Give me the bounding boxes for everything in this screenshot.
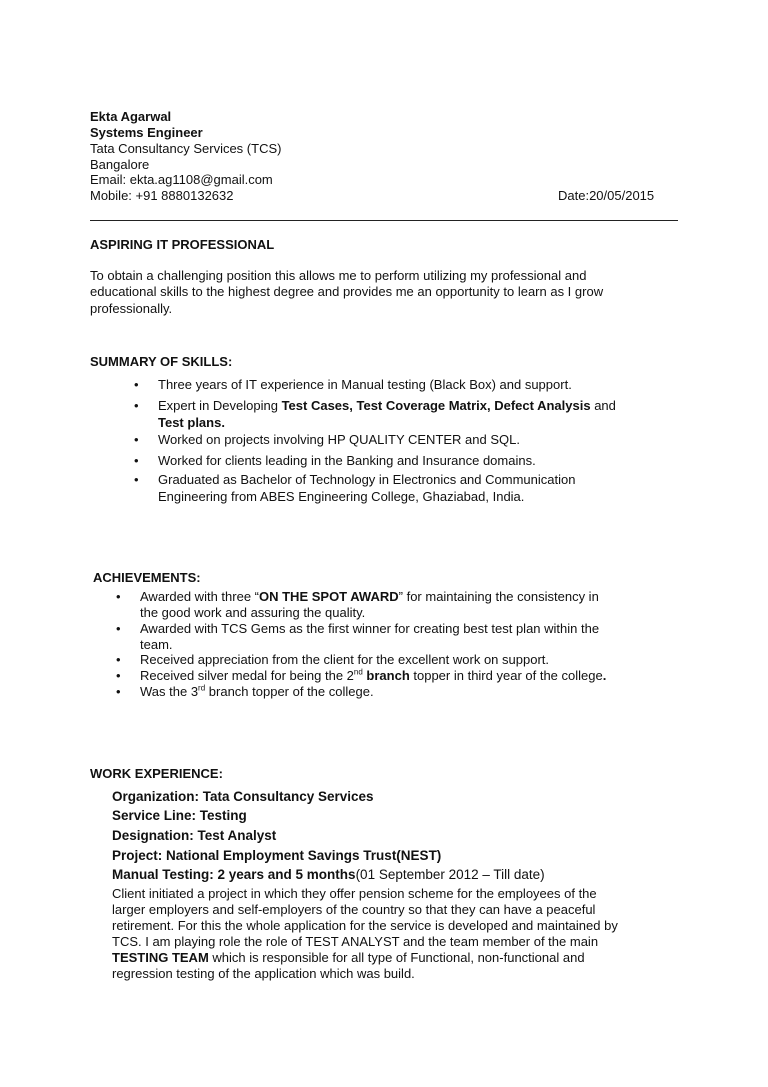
skill-text (158, 398, 616, 413)
candidate-title: Systems Engineer (90, 125, 203, 140)
objective-heading: ASPIRING IT PROFESSIONAL (90, 237, 275, 252)
achievement-text: Awarded with TCS Gems as the first winner for creating best test plan within the (140, 621, 600, 636)
email: Email: ekta.ag1108@gmail.com (90, 172, 273, 187)
skill-text-continued: Engineering from ABES Engineering College, Ghaziabad, India. (158, 489, 525, 504)
achievement-text: topper in third year of the college (409, 668, 603, 683)
achievement-bold: . (602, 668, 607, 683)
candidate-name: Ekta Agarwal (90, 109, 172, 124)
achievement-text: Was the 3 (140, 684, 199, 699)
achievement-text: Awarded with three “ (140, 589, 259, 604)
manual-testing-duration: Manual Testing: 2 years and 5 months (112, 867, 356, 882)
bullet-icon: • (116, 652, 121, 667)
bullet-icon: • (134, 432, 139, 447)
achievement-text: Received silver medal for being the 2 (140, 668, 354, 683)
bullet-icon: • (134, 472, 139, 487)
skill-text-part: Expert in Developing (158, 398, 282, 413)
city: Bangalore (90, 157, 150, 172)
achievement-text: ” for maintaining the consistency in (398, 589, 599, 604)
achievement-text: Received appreciation from the client for the excellent work on support. (140, 652, 549, 667)
objective-line: educational skills to the highest degree and provides me an opportunity to learn as I grow (90, 284, 604, 299)
date: Date:20/05/2015 (558, 188, 655, 203)
work-desc-line: regression testing of the application which was build. (112, 966, 415, 981)
bullet-icon: • (116, 621, 121, 636)
work-desc-text: which is responsible for all type of Functional, non-functional and (208, 950, 585, 965)
designation: Designation: Test Analyst (112, 828, 277, 843)
company-name: Tata Consultancy Services (TCS) (90, 141, 282, 156)
objective-line: professionally. (90, 301, 173, 316)
bullet-icon: • (134, 398, 139, 413)
skill-keyword: Test Cases, Test Coverage Matrix, Defect Analysis (281, 398, 591, 413)
header-divider (90, 220, 678, 221)
achievement-text: branch topper of the college. (205, 684, 374, 699)
mobile: Mobile: +91 8880132632 (90, 188, 234, 203)
achievement-bold: branch (366, 668, 410, 683)
bullet-icon: • (116, 684, 121, 699)
achievement-text: team. (140, 637, 173, 652)
award-name: ON THE SPOT AWARD (259, 589, 399, 604)
skill-text-part: Three years of IT experience in Manual testing (Black Box) and support. (158, 377, 572, 392)
superscript: rd (198, 683, 206, 693)
manual-testing-dates: (01 September 2012 – Till date) (355, 867, 545, 882)
work-desc-line: larger employers and self-employers of the country so that they can have a peaceful (112, 902, 596, 917)
work-desc-line: TCS. I am playing role the role of TEST ANALYST and the team member of the main (112, 934, 599, 949)
skill-text (158, 432, 520, 447)
skill-text-part: Worked for clients leading in the Banking and Insurance domains. (158, 453, 536, 468)
skill-text (158, 377, 572, 392)
project: Project: National Employment Savings Trust(NEST) (112, 848, 442, 863)
testing-team: TESTING TEAM (112, 950, 209, 965)
achievements-heading: ACHIEVEMENTS: (93, 570, 201, 585)
objective-line: To obtain a challenging position this allows me to perform utilizing my professional and (90, 268, 587, 283)
bullet-icon: • (116, 589, 121, 604)
skill-text-part: and (590, 398, 616, 413)
work-heading: WORK EXPERIENCE: (90, 766, 223, 781)
superscript: nd (353, 667, 363, 677)
manual-testing (112, 867, 545, 882)
bullet-icon: • (134, 453, 139, 468)
achievement-text: the good work and assuring the quality. (140, 605, 366, 620)
skill-text-part: Graduated as Bachelor of Technology in Electronics and Communication (158, 472, 576, 487)
organization: Organization: Tata Consultancy Services (112, 789, 374, 804)
work-desc-line: Client initiated a project in which they offer pension scheme for the employees of the (112, 886, 597, 901)
skill-text (158, 472, 575, 487)
service-line: Service Line: Testing (112, 808, 247, 823)
bullet-icon: • (116, 668, 121, 683)
bullet-icon: • (134, 377, 139, 392)
work-desc-line: retirement. For this the whole application for the service is developed and maintained by (112, 918, 618, 933)
work-desc-line (112, 950, 585, 965)
skill-text-continued: Test plans. (158, 415, 225, 430)
skill-text-part: Worked on projects involving HP QUALITY CENTER and SQL. (158, 432, 520, 447)
skill-text (158, 453, 536, 468)
skills-heading: SUMMARY OF SKILLS: (90, 354, 233, 369)
